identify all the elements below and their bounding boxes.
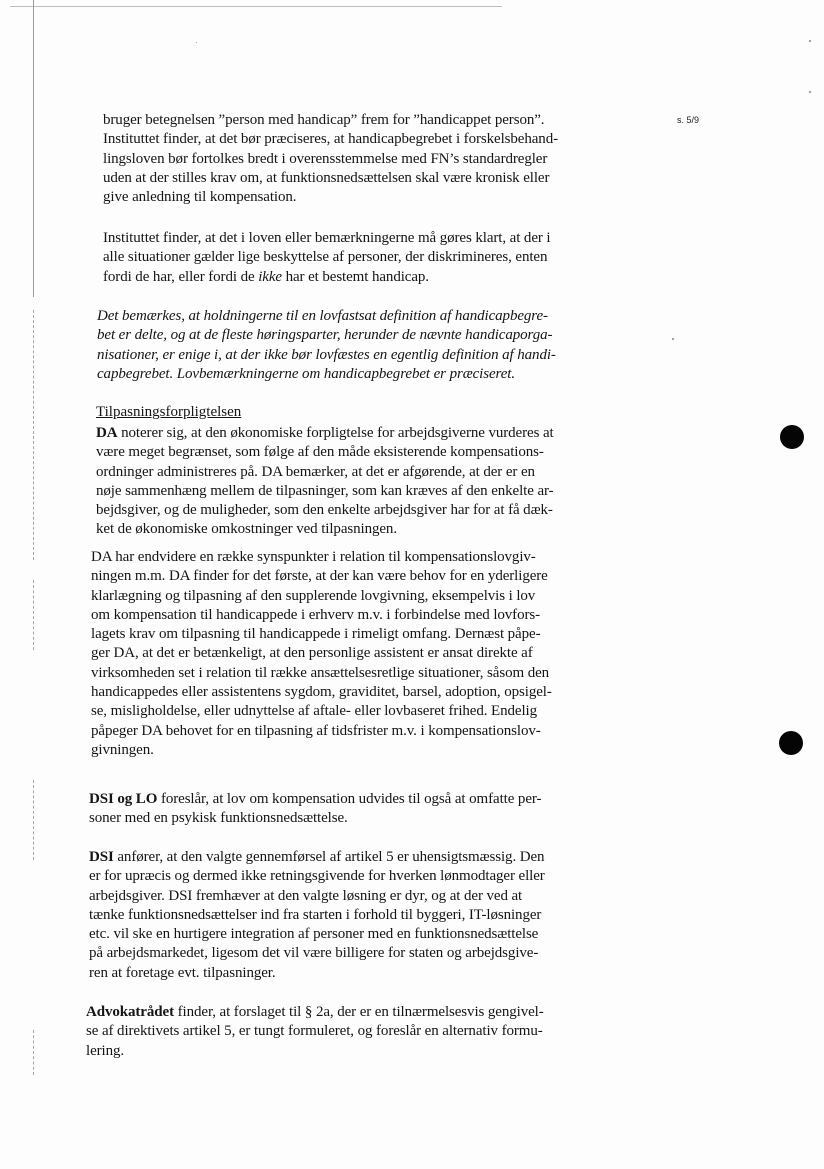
text-line: Instituttet finder, at det i loven eller bemærkningerne må gøres klart, at der i	[103, 230, 551, 246]
text-line	[89, 790, 541, 809]
paragraph-2	[103, 229, 551, 287]
scan-margin-line-dashed	[33, 780, 35, 860]
scan-speck	[809, 91, 811, 93]
text-fragment: har et bestemt handicap.	[281, 268, 429, 285]
text-line: ningen m.m. DA finder for det første, at der kan være behov for en yderligere	[91, 568, 548, 585]
text-line: DA har endvidere en række synspunkter i relation til kompensationslovgiv-	[91, 549, 536, 565]
text-line: er for upræcis og dermed ikke retningsgivende for hverken lønmodtager eller	[89, 868, 545, 885]
scan-margin-line	[33, 0, 34, 297]
text-line: ger DA, at det er betænkeligt, at den personlige assistent er ansat direkte af	[91, 645, 533, 662]
text-line	[103, 268, 551, 287]
scan-margin-line-dashed	[33, 310, 35, 560]
section-heading: Tilpasningsforpligtelsen	[96, 404, 242, 420]
text-line: capbegrebet. Lovbemærkningerne om handicapbegrebet er præciseret.	[97, 365, 515, 382]
text-fragment: fordi de har, eller fordi de	[103, 268, 259, 285]
text-fragment: foreslår, at lov om kompensation udvides til også at omfatte per-	[157, 791, 542, 807]
text-line	[86, 1003, 544, 1022]
text-line: bet er delte, og at de fleste høringsparter, herunder de nævnte handicaporga-	[97, 327, 553, 344]
text-line: alle situationer gælder lige beskyttelse af personer, der diskrimineres, enten	[103, 249, 548, 266]
text-line: påpeger DA behovet for en tilpasning af tidsfrister m.v. i kompensationslov-	[91, 722, 541, 739]
scan-margin-line-dashed	[33, 1030, 35, 1075]
text-line: ordninger administreres på. DA bemærker, at det er afgørende, at der er en	[96, 463, 535, 480]
paragraph-1	[103, 111, 558, 207]
text-line: Instituttet finder, at det bør præciseres, at handicapbegrebet i forskelsbehand-	[103, 131, 558, 148]
text-line: ket de økonomiske omkostninger ved tilpasningen.	[96, 521, 397, 538]
scan-speck	[672, 338, 674, 340]
text-line: etc. vil ske en hurtigere integration af personer med en funktionsnedsættelse	[89, 926, 539, 943]
text-line: uden at der stilles krav om, at funktionsnedsættelsen skal være kronisk eller	[103, 169, 550, 186]
text-line: lering.	[86, 1042, 125, 1059]
text-line	[96, 424, 554, 443]
paragraph-dsi-lo	[89, 790, 541, 829]
page-number: s. 5/9	[677, 115, 700, 125]
text-line: om kompensation til handicappede i erhverv m.v. i forbindelse med lovfors-	[91, 606, 541, 623]
text-line: lingsloven bør fortolkes bredt i overensstemmelse med FN’s standardregler	[103, 150, 548, 167]
italic-remark	[97, 307, 556, 384]
text-line: nøje sammenhæng mellem de tilpasninger, som kan kræves af den enkelte ar-	[96, 482, 554, 499]
text-line: se af direktivets artikel 5, er tungt formuleret, og foreslår en alternativ formu-	[86, 1023, 543, 1040]
lead-party: DSI	[89, 849, 114, 865]
scan-top-line	[10, 6, 502, 7]
text-line: arbejdsgiver. DSI fremhæver at den valgte løsning er dyr, og at der ved at	[89, 887, 523, 904]
text-fragment: finder, at forslaget til § 2a, der er en tilnærmelsesvis gengivel-	[173, 1004, 544, 1020]
text-line: bejdsgiver, og de muligheder, som den enkelte arbejdsgiver har for at få dæk-	[96, 502, 553, 519]
scan-speck	[196, 42, 197, 43]
punch-hole	[780, 425, 804, 449]
text-fragment: noterer sig, at den økonomiske forpligtelse for arbejdsgiverne vurderes at	[117, 425, 554, 441]
text-line: ren at foretage evt. tilpasninger.	[89, 964, 276, 981]
punch-hole	[779, 731, 803, 755]
lead-party: DSI og LO	[89, 791, 158, 807]
text-line: soner med en psykisk funktionsnedsættelse.	[89, 810, 348, 827]
lead-party: Advokatrådet	[86, 1004, 174, 1020]
scan-speck	[809, 40, 811, 42]
paragraph-da-2	[91, 548, 552, 760]
text-line: give anledning til kompensation.	[103, 189, 297, 206]
lead-party: DA	[96, 425, 118, 441]
text-line: på arbejdsmarkedet, ligesom det vil være billigere for staten og arbejdsgive-	[89, 945, 539, 962]
text-line: se, misligholdelse, eller udnyttelse af aftale- eller lovbaseret frihed. Endelig	[91, 703, 537, 720]
text-line: bruger betegnelsen ”person med handicap” frem for ”handicappet person”.	[103, 112, 545, 128]
text-line	[89, 848, 545, 867]
text-line: være meget begrænset, som følge af den måde eksisterende kompensations-	[96, 444, 544, 461]
emphasis: ikke	[258, 268, 282, 285]
text-line: lagets krav om tilpasning til handicappede i rimeligt omfang. Dernæst påpe-	[91, 626, 541, 643]
text-fragment: anfører, at den valgte gennemførsel af artikel 5 er uhensigtsmæssig. Den	[113, 849, 545, 865]
text-line: tænke funktionsnedsættelser ind fra starten i forhold til byggeri, IT-løsninger	[89, 906, 542, 923]
paragraph-advokatraadet	[86, 1003, 544, 1061]
paragraph-dsi	[89, 848, 545, 983]
paragraph-da-1	[96, 424, 554, 540]
text-line: handicappedes eller assistentens sygdom, graviditet, barsel, adoption, opsigel-	[91, 684, 552, 701]
text-line: Det bemærkes, at holdningerne til en lovfastsat definition af handicapbegre-	[97, 308, 548, 324]
text-line: klarlægning og tilpasning af den supplerende lovgivning, eksempelvis i lov	[91, 587, 536, 604]
text-line: givningen.	[91, 741, 154, 758]
scan-margin-line-dashed	[33, 580, 35, 650]
text-line: virksomheden set i relation til række ansættelsesretlige situationer, såsom den	[91, 664, 550, 681]
text-line: nisationer, er enige i, at der ikke bør lovfæstes en egentlig definition af handi-	[97, 346, 556, 363]
